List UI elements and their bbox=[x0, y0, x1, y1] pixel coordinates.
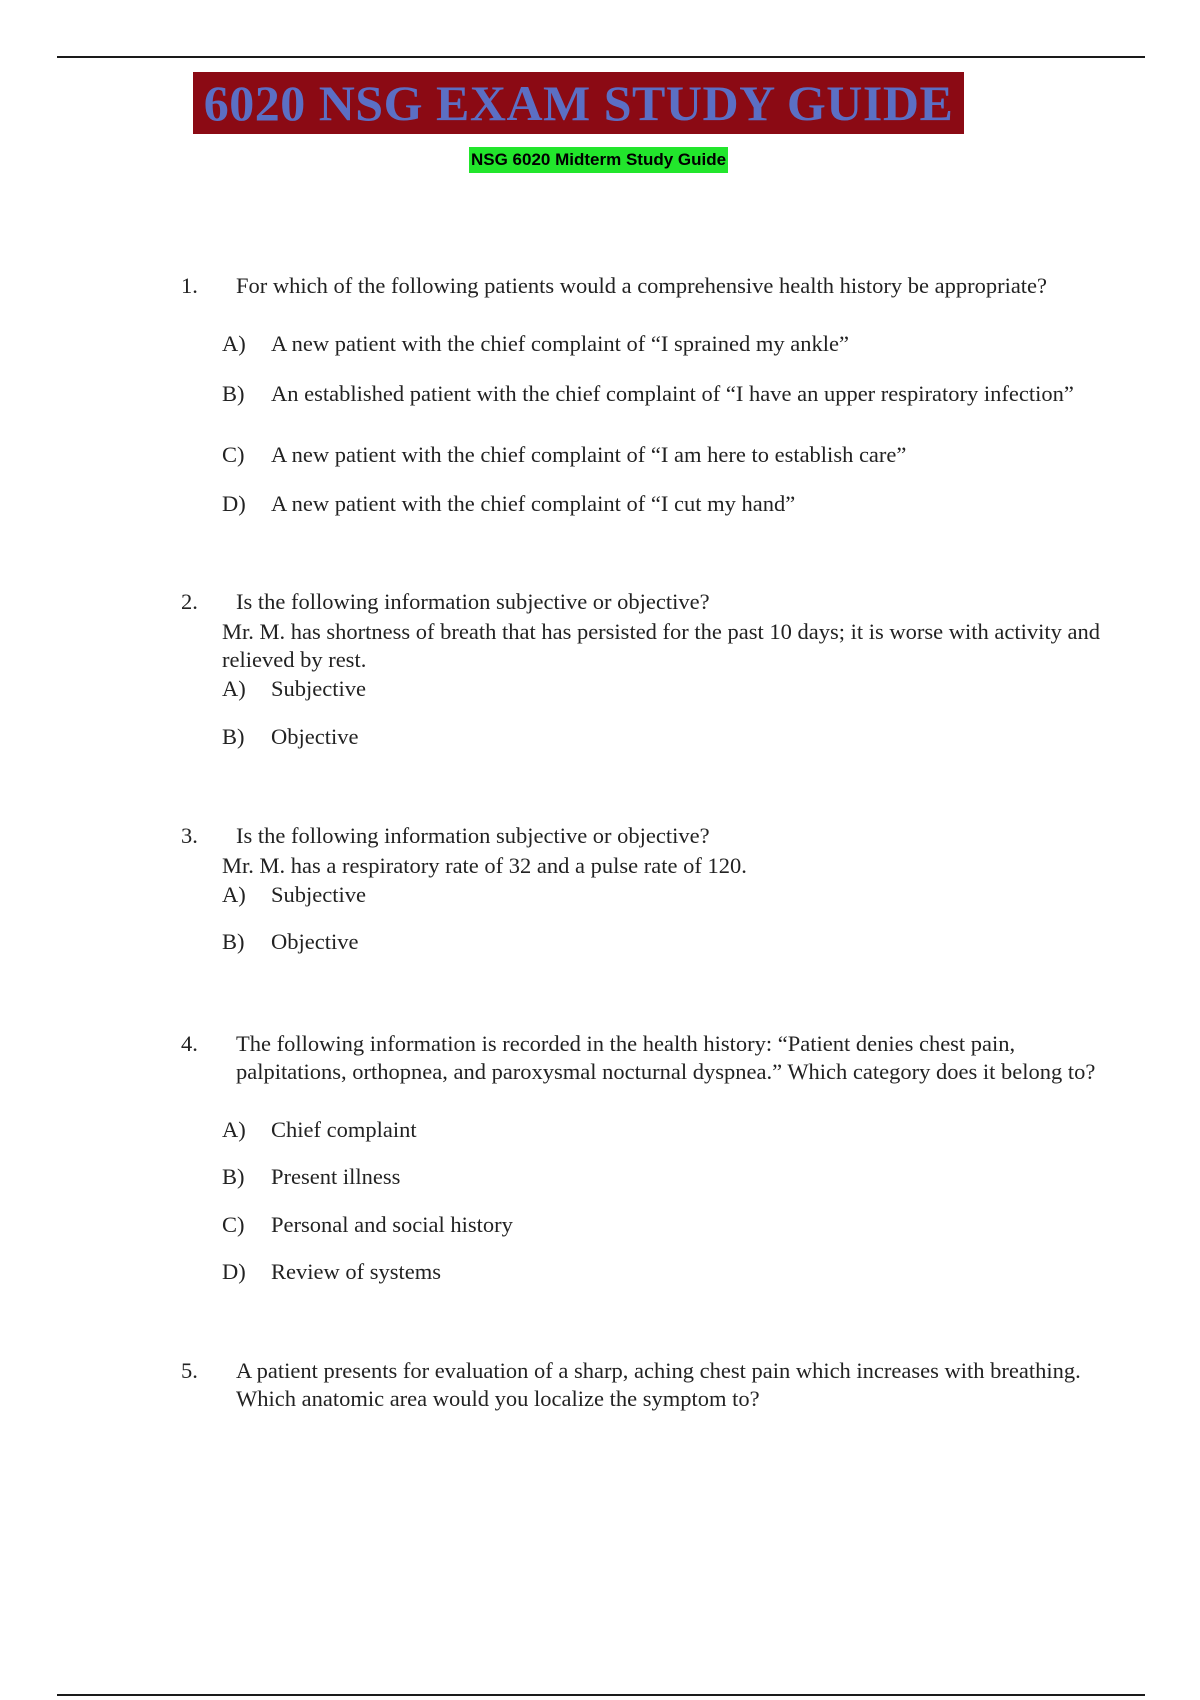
option-letter: C) bbox=[222, 1212, 245, 1237]
option-letter: A) bbox=[222, 882, 246, 907]
top-rule bbox=[57, 56, 1145, 58]
option-text: Chief complaint bbox=[271, 1117, 417, 1142]
question-text: Is the following information subjective or objective? bbox=[236, 823, 710, 848]
question-number: 1. bbox=[181, 273, 198, 298]
question-number: 2. bbox=[181, 589, 198, 614]
option-letter: B) bbox=[222, 929, 245, 954]
option-letter: B) bbox=[222, 1164, 245, 1189]
option-text: Subjective bbox=[271, 882, 366, 907]
question-text: For which of the following patients would a comprehensive health history be appropriate? bbox=[236, 273, 1048, 298]
option-text: A new patient with the chief complaint of “I sprained my ankle” bbox=[271, 331, 849, 356]
question-number: 5. bbox=[181, 1358, 198, 1383]
option-text: Objective bbox=[271, 929, 359, 954]
document-title: 6020 NSG EXAM STUDY GUIDE bbox=[203, 75, 954, 131]
option-text: Present illness bbox=[271, 1164, 401, 1189]
option-letter: B) bbox=[222, 381, 245, 406]
question-number: 3. bbox=[181, 823, 198, 848]
option-letter: C) bbox=[222, 442, 245, 467]
option-letter: B) bbox=[222, 724, 245, 749]
question-text: A patient presents for evaluation of a sharp, aching chest pain which increases with breathing. Which anatomic area would you localize the symptom to? bbox=[236, 1358, 1081, 1411]
option-letter: D) bbox=[222, 491, 246, 516]
question-text: Is the following information subjective or objective? bbox=[236, 589, 710, 614]
option-letter: A) bbox=[222, 1117, 246, 1142]
question-number: 4. bbox=[181, 1031, 198, 1056]
bottom-rule bbox=[57, 1694, 1145, 1696]
option-text: An established patient with the chief complaint of “I have an upper respiratory infection” bbox=[271, 381, 1074, 406]
option-text: A new patient with the chief complaint of “I am here to establish care” bbox=[271, 442, 907, 467]
question-text: The following information is recorded in the health history: “Patient denies chest pain, palpitations, orthopnea, and paroxysmal nocturnal dyspnea.” Which category does it belong to? bbox=[236, 1031, 1096, 1084]
option-text: Objective bbox=[271, 724, 359, 749]
question-context: Mr. M. has a respiratory rate of 32 and a pulse rate of 120. bbox=[222, 853, 747, 878]
document-subtitle: NSG 6020 Midterm Study Guide bbox=[469, 147, 728, 173]
option-text: Subjective bbox=[271, 676, 366, 701]
option-text: Personal and social history bbox=[271, 1212, 513, 1237]
question-context: Mr. M. has shortness of breath that has persisted for the past 10 days; it is worse with activity and relieved by rest. bbox=[222, 619, 1100, 672]
option-letter: A) bbox=[222, 331, 246, 356]
title-banner bbox=[193, 72, 964, 134]
option-text: A new patient with the chief complaint of “I cut my hand” bbox=[271, 491, 796, 516]
option-text: Review of systems bbox=[271, 1259, 441, 1284]
option-letter: D) bbox=[222, 1259, 246, 1284]
option-letter: A) bbox=[222, 676, 246, 701]
